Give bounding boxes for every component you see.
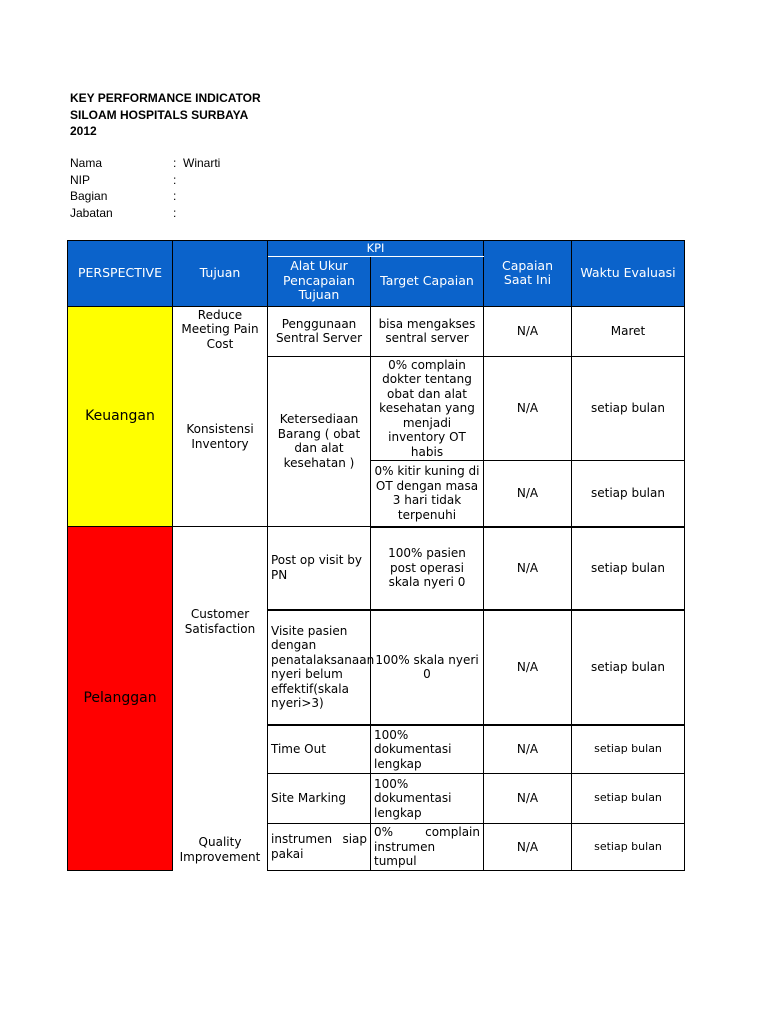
- info-label: NIP: [70, 172, 91, 187]
- target-cell: 100% dokumentasi lengkap: [371, 725, 484, 774]
- header-perspective: PERSPECTIVE: [68, 241, 173, 307]
- header-target: Target Capaian: [371, 256, 484, 306]
- tujuan-quality: Quality Improvement: [173, 725, 268, 871]
- alat-ukur-cell: Site Marking: [268, 774, 371, 824]
- document-title: [70, 90, 261, 140]
- waktu-cell: setiap bulan: [572, 610, 685, 725]
- info-colon: :: [173, 205, 177, 220]
- info-row-jabatan: [70, 205, 220, 222]
- info-colon: :: [173, 156, 177, 170]
- info-colon: :: [173, 172, 177, 187]
- kpi-table: [67, 240, 685, 871]
- capaian-cell: N/A: [484, 461, 572, 527]
- alat-ukur-cell: Penggunaan Sentral Server: [268, 306, 371, 356]
- capaian-cell: N/A: [484, 306, 572, 356]
- capaian-cell: N/A: [484, 774, 572, 824]
- info-label: Jabatan: [70, 205, 113, 220]
- target-cell: 100% dokumentasi lengkap: [371, 774, 484, 824]
- waktu-cell: setiap bulan: [572, 356, 685, 461]
- header-alat-ukur: Alat Ukur Pencapaian Tujuan: [268, 256, 371, 306]
- title-line-3: 2012: [70, 124, 97, 138]
- tujuan-konsistensi: Konsistensi Inventory: [173, 356, 268, 527]
- target-cell: 100% skala nyeri 0: [371, 610, 484, 725]
- alat-ukur-cell: Time Out: [268, 725, 371, 774]
- waktu-cell: Maret: [572, 306, 685, 356]
- title-line-1: KEY PERFORMANCE INDICATOR: [70, 91, 261, 105]
- alat-ukur-cell: instrumen siap pakai: [268, 824, 371, 871]
- waktu-cell: setiap bulan: [572, 725, 685, 774]
- waktu-cell: setiap bulan: [572, 527, 685, 610]
- waktu-cell: setiap bulan: [572, 824, 685, 871]
- info-value: Winarti: [183, 156, 221, 170]
- header-kpi: KPI: [268, 241, 484, 257]
- alat-ukur-cell: Visite pasien dengan penatalaksanaan nyeri belum effektif(skala nyeri>3): [268, 610, 371, 725]
- target-cell: 100% pasien post operasi skala nyeri 0: [371, 527, 484, 610]
- target-cell: bisa mengakses sentral server: [371, 306, 484, 356]
- target-cell: 0% kitir kuning di OT dengan masa 3 hari tidak terpenuhi: [371, 461, 484, 527]
- header-waktu: Waktu Evaluasi: [572, 241, 685, 307]
- info-colon: :: [173, 189, 177, 203]
- target-cell: 0% complain instrumen tumpul: [371, 824, 484, 871]
- capaian-cell: N/A: [484, 527, 572, 610]
- waktu-cell: setiap bulan: [572, 774, 685, 824]
- employee-info: [70, 155, 220, 221]
- perspective-pelanggan: Pelanggan: [68, 527, 173, 871]
- header-tujuan: Tujuan: [173, 241, 268, 307]
- perspective-keuangan: Keuangan: [68, 306, 173, 527]
- info-row-bagian: [70, 188, 220, 205]
- tujuan-reduce: Reduce Meeting Pain Cost: [173, 306, 268, 356]
- info-label: Bagian: [70, 189, 108, 203]
- capaian-cell: N/A: [484, 725, 572, 774]
- title-line-2: SILOAM HOSPITALS SURBAYA: [70, 107, 249, 122]
- info-row-nama: [70, 155, 220, 172]
- info-label: Nama: [70, 156, 103, 170]
- tujuan-customer: Customer Satisfaction: [173, 527, 268, 725]
- target-cell: 0% complain dokter tentang obat dan alat kesehatan yang menjadi inventory OT habis: [371, 356, 484, 461]
- header-capaian: Capaian Saat Ini: [484, 241, 572, 307]
- alat-ukur-cell: Ketersediaan Barang ( obat dan alat kesehatan ): [268, 356, 371, 527]
- capaian-cell: N/A: [484, 356, 572, 461]
- waktu-cell: setiap bulan: [572, 461, 685, 527]
- alat-ukur-cell: Post op visit by PN: [268, 527, 371, 610]
- capaian-cell: N/A: [484, 824, 572, 871]
- info-row-nip: [70, 172, 220, 189]
- capaian-cell: N/A: [484, 610, 572, 725]
